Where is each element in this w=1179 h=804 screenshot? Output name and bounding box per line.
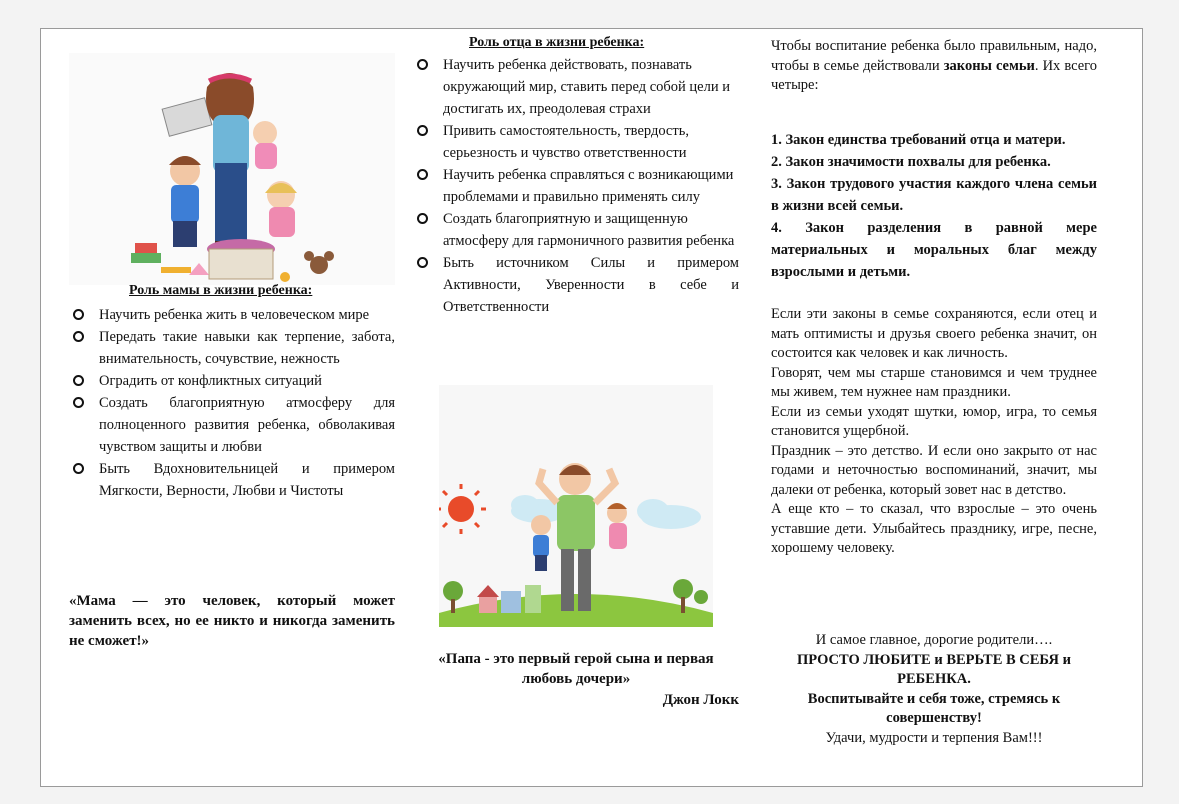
brochure-page <box>40 28 1143 787</box>
father-role-list <box>413 54 739 318</box>
bullet-icon <box>73 463 84 474</box>
mother-illustration <box>69 53 395 285</box>
law-item: 2. Закон значимости похвалы для ребенка. <box>771 154 1051 170</box>
closing-bold-line: Воспитывайте и себя тоже, стремясь к совершенству! <box>807 690 1061 726</box>
family-laws-list <box>771 129 1097 283</box>
bullet-icon <box>417 59 428 70</box>
bullet-icon <box>73 397 84 408</box>
list-item: Передать такие навыки как терпение, забота, внимательность, сочувствие, нежность <box>69 326 395 370</box>
father-with-children-image <box>439 385 713 627</box>
bullet-icon <box>417 125 428 136</box>
laws-intro: Чтобы воспитание ребенка было правильным, надо, чтобы в семье действовали законы семьи. Их всего четыре: <box>771 38 1097 93</box>
mother-quote: «Мама — это человек, который может заменить всех, но ее никто и никогда заменить не сможет!» <box>69 593 395 649</box>
closing-line: И самое главное, дорогие родители…. <box>815 632 1053 648</box>
bullet-icon <box>73 375 84 386</box>
bullet-icon <box>417 213 428 224</box>
paragraph: Говорят, чем мы старше становимся и чем труднее мы живем, тем нужнее нам праздники. <box>771 364 1097 400</box>
list-item: Научить ребенка жить в человеческом мире <box>69 304 395 326</box>
paragraph: Если из семьи уходят шутки, юмор, игра, то семья становится ущербной. <box>771 403 1097 439</box>
list-item: Создать благоприятную атмосферу для полноценного развития ребенка, обволакивая чувством защиты и любви <box>69 392 395 458</box>
mother-role-list <box>69 304 395 502</box>
bullet-icon <box>417 169 428 180</box>
closing-message <box>771 631 1097 748</box>
mother-role-heading: Роль мамы в жизни ребенка: <box>129 283 313 298</box>
list-item: Научить ребенка справляться с возникающими проблемами и правильно применять силу <box>413 164 739 208</box>
father-quote: «Папа - это первый герой сына и первая любовь дочери» <box>438 651 714 687</box>
list-item: Научить ребенка действовать, познавать окружающий мир, ставить перед собой цели и достигать их, преодолевая страхи <box>413 54 739 120</box>
closing-line: Удачи, мудрости и терпения Вам!!! <box>825 729 1043 746</box>
law-item: 4. Закон разделения в равной мере материальных и моральных благ между взрослыми и детьми. <box>771 220 1097 280</box>
bullet-icon <box>73 331 84 342</box>
laws-explanation <box>771 305 1097 559</box>
list-item: Быть источником Силы и примером Активности, Уверенности в себе и Ответственности <box>413 252 739 318</box>
law-item: 3. Закон трудового участия каждого члена семьи в жизни всей семьи. <box>771 176 1097 214</box>
closing-bold-line: ПРОСТО ЛЮБИТЕ и ВЕРЬТЕ В СЕБЯ и РЕБЕНКА. <box>797 651 1071 687</box>
father-illustration <box>439 385 713 627</box>
law-item: 1. Закон единства требований отца и матери. <box>771 132 1066 148</box>
paragraph: Если эти законы в семье сохраняются, если отец и мать оптимисты и друзья своего ребенка значит, он состоится как человек и как личность. <box>771 306 1097 361</box>
father-role-heading: Роль отца в жизни ребенка: <box>469 35 645 50</box>
paragraph: Праздник – это детство. И если оно закрыто от нас годами и неточностью воспоминаний, значит, мы далеки от ребенка, который зовет нас в детство. <box>771 442 1097 498</box>
bullet-icon <box>417 257 428 268</box>
list-item: Оградить от конфликтных ситуаций <box>69 370 395 392</box>
paragraph: А еще кто – то сказал, что взрослые – это очень уставшие дети. Улыбайтесь празднику, игре, песне, хорошему человеку. <box>771 501 1097 556</box>
bullet-icon <box>73 309 84 320</box>
quote-author: Джон Локк <box>662 692 739 708</box>
mother-with-children-image <box>69 53 395 285</box>
list-item: Привить самостоятельность, твердость, серьезность и чувство ответственности <box>413 120 739 164</box>
list-item: Создать благоприятную и защищенную атмосферу для гармоничного развития ребенка <box>413 208 739 252</box>
list-item: Быть Вдохновительницей и примером Мягкости, Верности, Любви и Чистоты <box>69 458 395 502</box>
